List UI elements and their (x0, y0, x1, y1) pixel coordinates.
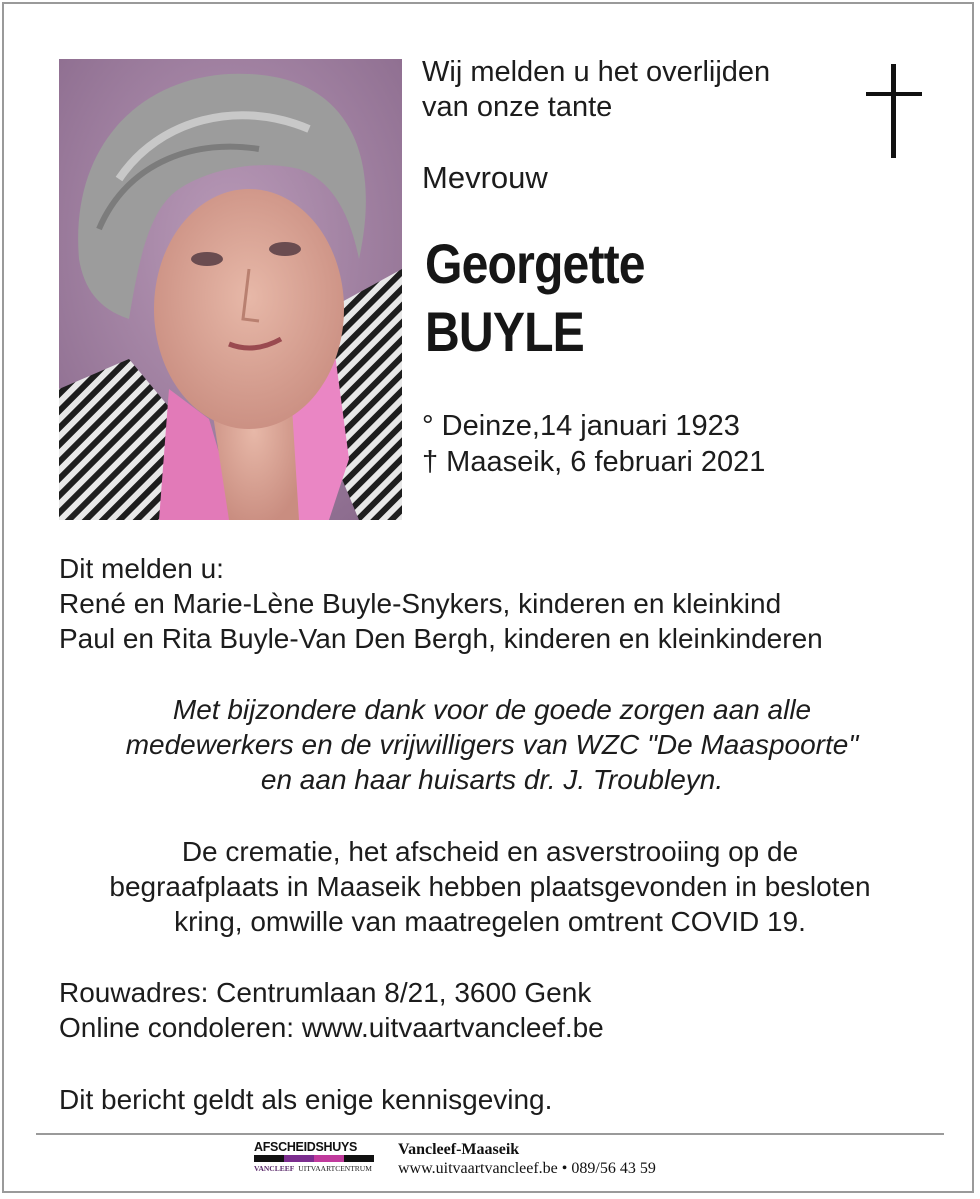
footer-contact (398, 1141, 656, 1179)
deceased-name (425, 230, 645, 366)
final-note: Dit bericht geldt als enige kennisgeving. (59, 1084, 553, 1115)
logo-sub-left: VANCLEEF (254, 1164, 295, 1173)
thanks-line: en aan haar huisarts dr. J. Troubleyn. (260, 764, 724, 795)
logo-brand-text: AFSCHEIDSHUYS (254, 1139, 358, 1154)
office-name: Vancleef-Maaseik (398, 1141, 520, 1158)
thanks-message (59, 692, 925, 797)
cross-icon (866, 64, 922, 158)
intro-line-2: van onze tante (422, 91, 613, 123)
birth-date: ° Deinze,14 januari 1923 (422, 410, 740, 442)
online-condolence: Online condoleren: www.uitvaartvancleef.be (59, 1012, 604, 1043)
death-date: † Maaseik, 6 februari 2021 (422, 446, 766, 478)
honorific: Mevrouw (422, 160, 548, 195)
cremation-line: begraafplaats in Maaseik hebben plaatsgevonden in besloten (109, 871, 871, 902)
footer-divider (36, 1133, 944, 1135)
mourning-address: Rouwadres: Centrumlaan 8/21, 3600 Genk (59, 977, 592, 1008)
logo-color-bars (254, 1155, 380, 1162)
intro-text (422, 55, 770, 125)
family-member: René en Marie-Lène Buyle-Snykers, kinderen en kleinkind (59, 588, 782, 619)
intro-line-1: Wij melden u het overlijden (422, 56, 771, 88)
portrait-photo (59, 59, 402, 520)
family-intro: Dit melden u: (59, 553, 224, 584)
last-name: BUYLE (425, 300, 584, 363)
cremation-line: kring, omwille van maatregelen omtrent COVID 19. (174, 906, 806, 937)
cremation-line: De crematie, het afscheid en asverstrooiing op de (181, 836, 799, 867)
funeral-home-logo (254, 1139, 380, 1179)
contact-info (59, 975, 604, 1045)
footer-web-phone: www.uitvaartvancleef.be • 089/56 43 59 (398, 1160, 656, 1177)
logo-subtitle (254, 1164, 380, 1173)
thanks-line: medewerkers en de vrijwilligers van WZC "De Maaspoorte" (125, 729, 859, 760)
logo-sub-right: UITVAARTCENTRUM (298, 1164, 372, 1173)
thanks-line: Met bijzondere dank voor de goede zorgen aan alle (172, 694, 812, 725)
family-list (59, 551, 823, 656)
cremation-notice (59, 834, 921, 939)
family-member: Paul en Rita Buyle-Van Den Bergh, kinderen en kleinkinderen (59, 623, 823, 654)
life-dates (422, 408, 765, 480)
first-name: Georgette (425, 232, 645, 295)
